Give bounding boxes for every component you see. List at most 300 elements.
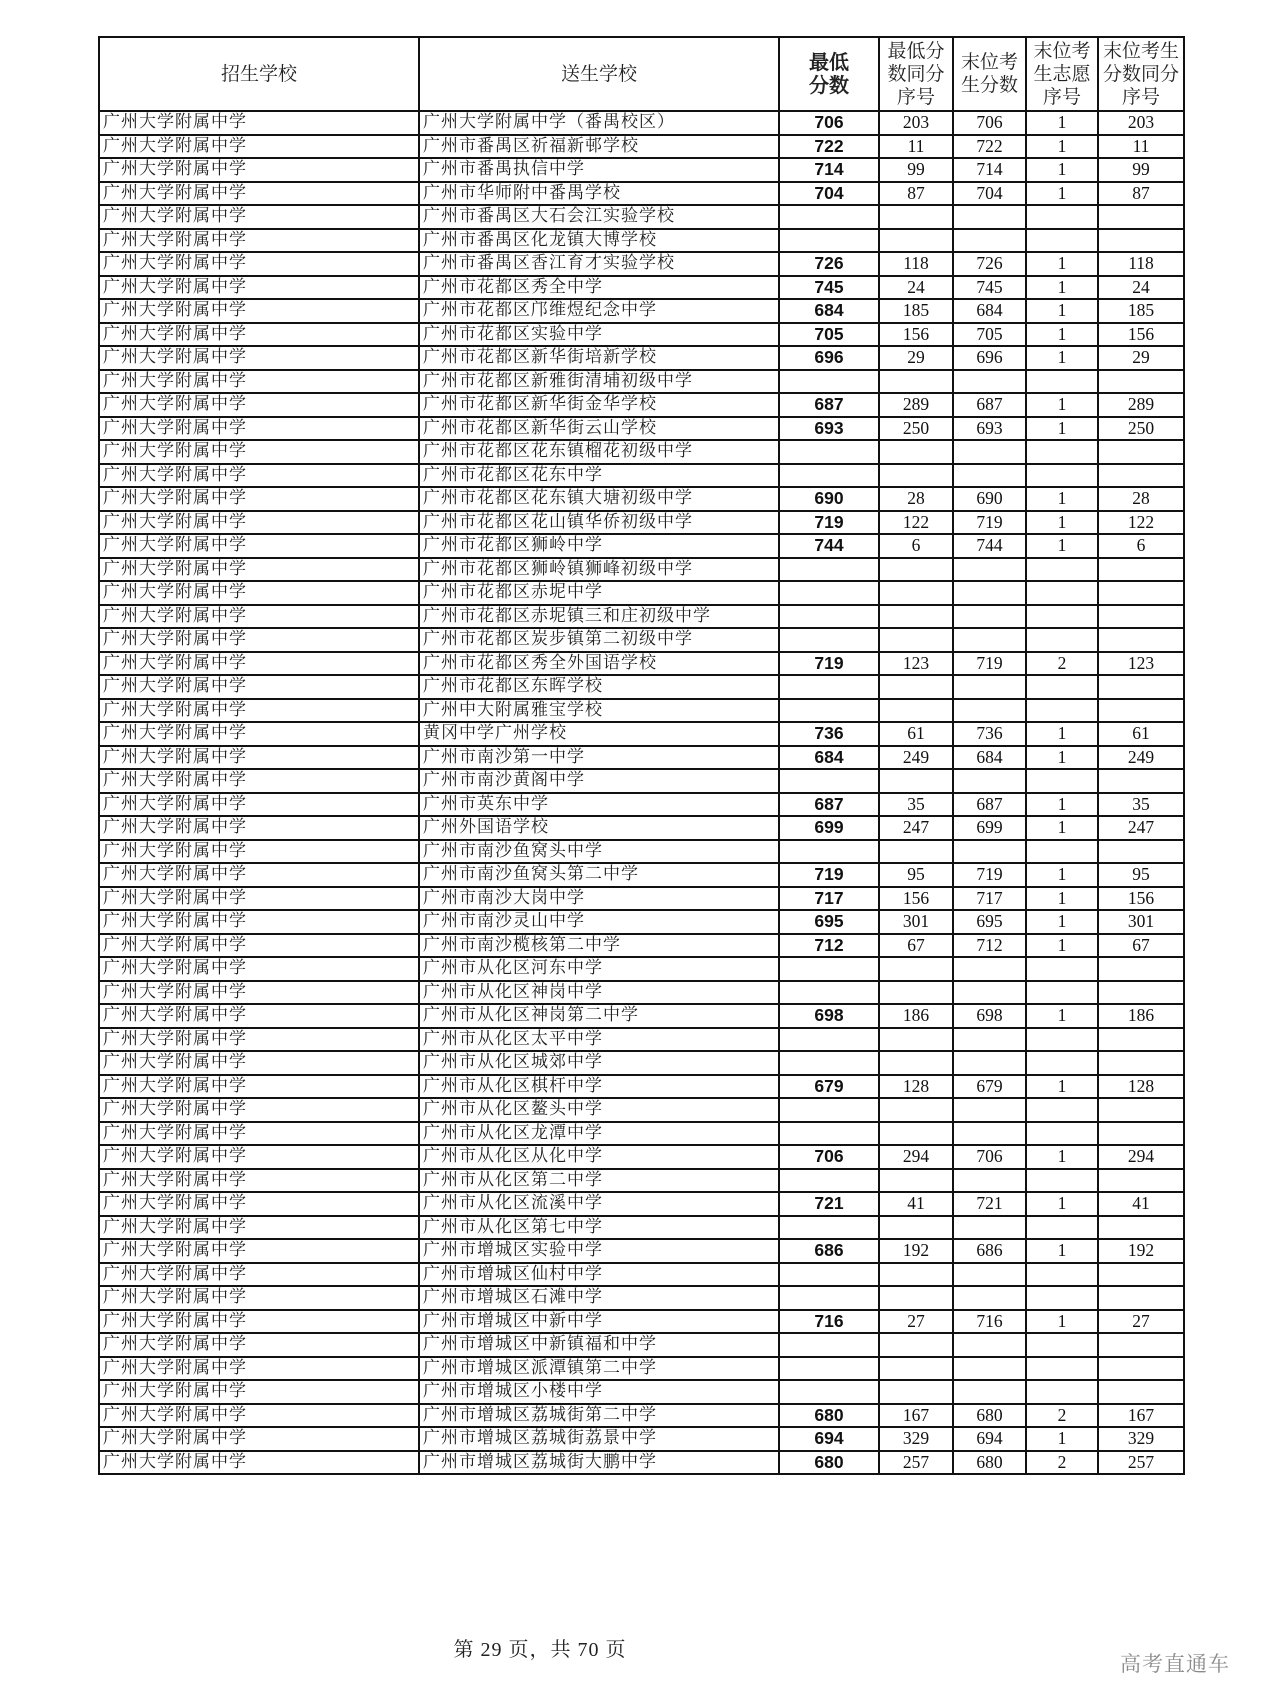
cell-last-score	[953, 1028, 1026, 1052]
header-line: 末位考生	[1102, 39, 1179, 62]
table-row	[99, 511, 1184, 535]
cell-last-score-rank: 294	[1098, 1145, 1184, 1169]
cell-min-score	[779, 440, 879, 464]
cell-sending-school: 广州市从化区城郊中学	[419, 1051, 779, 1075]
cell-last-score-rank	[1098, 370, 1184, 394]
cell-sending-school: 广州市从化区第二中学	[419, 1169, 779, 1193]
cell-sending-school: 广州市从化区棋杆中学	[419, 1075, 779, 1099]
cell-sending-school: 广州外国语学校	[419, 816, 779, 840]
cell-recruiting-school: 广州大学附属中学	[99, 1122, 419, 1146]
table-row	[99, 652, 1184, 676]
cell-last-score-rank: 95	[1098, 863, 1184, 887]
cell-min-score	[779, 840, 879, 864]
table-row	[99, 957, 1184, 981]
cell-min-score	[779, 1333, 879, 1357]
cell-sending-school: 广州市增城区派潭镇第二中学	[419, 1357, 779, 1381]
table-row	[99, 793, 1184, 817]
cell-min-score-rank	[879, 840, 953, 864]
cell-min-score: 686	[779, 1239, 879, 1263]
table-row	[99, 252, 1184, 276]
cell-min-score-rank: 156	[879, 887, 953, 911]
cell-sending-school: 广州市增城区荔城街大鹏中学	[419, 1451, 779, 1475]
cell-sending-school: 广州市花都区炭步镇第二初级中学	[419, 628, 779, 652]
header-line: 分数同分	[1102, 62, 1179, 85]
cell-last-choice-no	[1026, 205, 1098, 229]
cell-sending-school: 广州市南沙灵山中学	[419, 910, 779, 934]
cell-recruiting-school: 广州大学附属中学	[99, 1216, 419, 1240]
cell-min-score: 684	[779, 299, 879, 323]
header-col-min-score	[779, 37, 879, 111]
cell-last-score: 722	[953, 135, 1026, 159]
cell-last-score: 717	[953, 887, 1026, 911]
cell-last-score-rank: 167	[1098, 1404, 1184, 1428]
cell-last-score-rank	[1098, 229, 1184, 253]
cell-last-score-rank	[1098, 1357, 1184, 1381]
cell-sending-school: 广州市南沙黄阁中学	[419, 769, 779, 793]
cell-sending-school: 广州市番禺区香江育才实验学校	[419, 252, 779, 276]
cell-last-score-rank	[1098, 605, 1184, 629]
table-row	[99, 1051, 1184, 1075]
cell-last-score: 679	[953, 1075, 1026, 1099]
table-row	[99, 1427, 1184, 1451]
cell-min-score-rank	[879, 1286, 953, 1310]
cell-last-score	[953, 699, 1026, 723]
cell-min-score-rank	[879, 1333, 953, 1357]
cell-last-score-rank: 27	[1098, 1310, 1184, 1334]
table-body	[99, 111, 1184, 1474]
cell-last-score-rank	[1098, 1263, 1184, 1287]
table-row	[99, 746, 1184, 770]
table-row	[99, 1451, 1184, 1475]
cell-last-choice-no	[1026, 675, 1098, 699]
cell-recruiting-school: 广州大学附属中学	[99, 816, 419, 840]
cell-min-score-rank: 67	[879, 934, 953, 958]
cell-last-score-rank	[1098, 1051, 1184, 1075]
cell-last-score	[953, 1357, 1026, 1381]
cell-min-score: 679	[779, 1075, 879, 1099]
cell-last-choice-no: 1	[1026, 393, 1098, 417]
cell-min-score: 693	[779, 417, 879, 441]
table-row	[99, 135, 1184, 159]
header-line: 送生学校	[560, 62, 637, 85]
cell-last-score-rank: 192	[1098, 1239, 1184, 1263]
cell-last-choice-no	[1026, 605, 1098, 629]
table-row	[99, 910, 1184, 934]
cell-min-score: 722	[779, 135, 879, 159]
cell-last-score	[953, 840, 1026, 864]
cell-last-score: 696	[953, 346, 1026, 370]
cell-sending-school: 广州市南沙鱼窝头第二中学	[419, 863, 779, 887]
cell-last-choice-no	[1026, 1216, 1098, 1240]
cell-last-score-rank: 250	[1098, 417, 1184, 441]
cell-last-choice-no: 1	[1026, 1145, 1098, 1169]
table-row	[99, 1239, 1184, 1263]
table-row	[99, 1263, 1184, 1287]
cell-min-score	[779, 699, 879, 723]
cell-recruiting-school: 广州大学附属中学	[99, 1333, 419, 1357]
cell-sending-school: 广州市花都区新雅街清埔初级中学	[419, 370, 779, 394]
cell-min-score-rank	[879, 1216, 953, 1240]
cell-min-score-rank: 29	[879, 346, 953, 370]
cell-last-choice-no: 1	[1026, 346, 1098, 370]
cell-min-score	[779, 370, 879, 394]
cell-last-choice-no	[1026, 1380, 1098, 1404]
cell-last-choice-no: 1	[1026, 1427, 1098, 1451]
cell-min-score: 680	[779, 1451, 879, 1475]
cell-min-score-rank: 329	[879, 1427, 953, 1451]
cell-sending-school: 广州市番禺执信中学	[419, 158, 779, 182]
cell-min-score: 745	[779, 276, 879, 300]
cell-min-score-rank: 294	[879, 1145, 953, 1169]
header-line: 分数	[809, 73, 849, 97]
cell-min-score	[779, 1051, 879, 1075]
cell-recruiting-school: 广州大学附属中学	[99, 863, 419, 887]
table-row	[99, 1380, 1184, 1404]
cell-last-choice-no: 1	[1026, 111, 1098, 135]
cell-min-score-rank: 122	[879, 511, 953, 535]
cell-sending-school: 广州市花都区邝维煜纪念中学	[419, 299, 779, 323]
cell-recruiting-school: 广州大学附属中学	[99, 135, 419, 159]
cell-last-score-rank: 29	[1098, 346, 1184, 370]
cell-last-score-rank: 257	[1098, 1451, 1184, 1475]
cell-min-score-rank: 27	[879, 1310, 953, 1334]
header-line: 生分数	[960, 74, 1018, 96]
cell-min-score: 721	[779, 1192, 879, 1216]
cell-min-score-rank	[879, 558, 953, 582]
cell-recruiting-school: 广州大学附属中学	[99, 440, 419, 464]
table-row	[99, 346, 1184, 370]
cell-last-score-rank: 203	[1098, 111, 1184, 135]
cell-recruiting-school: 广州大学附属中学	[99, 1357, 419, 1381]
cell-last-score-rank	[1098, 675, 1184, 699]
cell-sending-school: 广州市花都区狮岭镇狮峰初级中学	[419, 558, 779, 582]
table-row	[99, 863, 1184, 887]
cell-recruiting-school: 广州大学附属中学	[99, 1286, 419, 1310]
cell-sending-school: 广州市增城区仙村中学	[419, 1263, 779, 1287]
cell-last-choice-no: 1	[1026, 299, 1098, 323]
cell-min-score	[779, 558, 879, 582]
header-line: 生志愿	[1033, 62, 1091, 85]
cell-min-score-rank: 186	[879, 1004, 953, 1028]
cell-last-score	[953, 675, 1026, 699]
cell-sending-school: 广州市华师附中番禺学校	[419, 182, 779, 206]
cell-sending-school: 广州市花都区狮岭中学	[419, 534, 779, 558]
cell-min-score-rank: 301	[879, 910, 953, 934]
table-row	[99, 699, 1184, 723]
table-row	[99, 323, 1184, 347]
cell-min-score: 696	[779, 346, 879, 370]
cell-sending-school: 广州市花都区实验中学	[419, 323, 779, 347]
cell-min-score	[779, 1169, 879, 1193]
header-col-min-score-rank	[879, 37, 953, 111]
cell-min-score: 698	[779, 1004, 879, 1028]
cell-last-score-rank	[1098, 1380, 1184, 1404]
cell-sending-school: 广州市花都区赤坭中学	[419, 581, 779, 605]
cell-last-score-rank	[1098, 205, 1184, 229]
table-row	[99, 934, 1184, 958]
cell-sending-school: 广州市从化区第七中学	[419, 1216, 779, 1240]
table-row	[99, 464, 1184, 488]
cell-recruiting-school: 广州大学附属中学	[99, 910, 419, 934]
cell-last-score-rank: 118	[1098, 252, 1184, 276]
table-row	[99, 111, 1184, 135]
cell-last-score-rank: 61	[1098, 722, 1184, 746]
cell-last-score-rank: 329	[1098, 1427, 1184, 1451]
cell-recruiting-school: 广州大学附属中学	[99, 1404, 419, 1428]
cell-min-score: 706	[779, 1145, 879, 1169]
cell-last-score-rank: 67	[1098, 934, 1184, 958]
cell-last-choice-no: 1	[1026, 1075, 1098, 1099]
cell-min-score-rank: 249	[879, 746, 953, 770]
cell-min-score-rank: 24	[879, 276, 953, 300]
cell-min-score-rank: 6	[879, 534, 953, 558]
cell-last-choice-no	[1026, 1263, 1098, 1287]
cell-last-score: 706	[953, 111, 1026, 135]
cell-last-score: 686	[953, 1239, 1026, 1263]
cell-last-choice-no: 1	[1026, 182, 1098, 206]
header-line: 序号	[896, 85, 935, 108]
cell-last-choice-no: 2	[1026, 652, 1098, 676]
cell-last-score: 680	[953, 1404, 1026, 1428]
cell-last-score-rank: 301	[1098, 910, 1184, 934]
cell-last-choice-no: 1	[1026, 910, 1098, 934]
cell-last-score: 719	[953, 652, 1026, 676]
cell-recruiting-school: 广州大学附属中学	[99, 464, 419, 488]
cell-min-score-rank: 257	[879, 1451, 953, 1475]
cell-min-score-rank: 28	[879, 487, 953, 511]
cell-min-score-rank: 118	[879, 252, 953, 276]
table-row	[99, 581, 1184, 605]
table-row	[99, 1169, 1184, 1193]
cell-last-score-rank	[1098, 558, 1184, 582]
cell-last-score	[953, 1380, 1026, 1404]
cell-recruiting-school: 广州大学附属中学	[99, 1145, 419, 1169]
cell-recruiting-school: 广州大学附属中学	[99, 205, 419, 229]
cell-recruiting-school: 广州大学附属中学	[99, 276, 419, 300]
cell-min-score: 717	[779, 887, 879, 911]
cell-sending-school: 广州市从化区龙潭中学	[419, 1122, 779, 1146]
table-row	[99, 417, 1184, 441]
cell-recruiting-school: 广州大学附属中学	[99, 1169, 419, 1193]
cell-recruiting-school: 广州大学附属中学	[99, 1192, 419, 1216]
cell-last-score	[953, 769, 1026, 793]
header-line: 数同分	[887, 62, 945, 85]
cell-last-score-rank: 186	[1098, 1004, 1184, 1028]
header-col-recruiting-school	[99, 37, 419, 111]
cell-recruiting-school: 广州大学附属中学	[99, 1263, 419, 1287]
cell-min-score: 705	[779, 323, 879, 347]
cell-min-score	[779, 628, 879, 652]
cell-last-score-rank	[1098, 699, 1184, 723]
cell-recruiting-school: 广州大学附属中学	[99, 558, 419, 582]
cell-min-score-rank	[879, 370, 953, 394]
cell-sending-school: 广州市增城区中新镇福和中学	[419, 1333, 779, 1357]
cell-last-score-rank: 123	[1098, 652, 1184, 676]
table-row	[99, 722, 1184, 746]
cell-last-choice-no: 1	[1026, 511, 1098, 535]
cell-recruiting-school: 广州大学附属中学	[99, 1028, 419, 1052]
cell-sending-school: 广州市从化区神岗第二中学	[419, 1004, 779, 1028]
cell-last-score	[953, 205, 1026, 229]
cell-last-score: 721	[953, 1192, 1026, 1216]
cell-min-score-rank	[879, 205, 953, 229]
cell-sending-school: 广州市花都区花东镇榴花初级中学	[419, 440, 779, 464]
cell-last-score	[953, 464, 1026, 488]
cell-last-score-rank: 11	[1098, 135, 1184, 159]
header-col-last-score	[953, 37, 1026, 111]
cell-last-choice-no	[1026, 981, 1098, 1005]
cell-min-score-rank	[879, 1098, 953, 1122]
cell-last-score	[953, 628, 1026, 652]
table-row	[99, 1357, 1184, 1381]
cell-last-choice-no	[1026, 1357, 1098, 1381]
cell-sending-school: 广州市增城区实验中学	[419, 1239, 779, 1263]
cell-last-score: 706	[953, 1145, 1026, 1169]
cell-recruiting-school: 广州大学附属中学	[99, 934, 419, 958]
cell-min-score: 716	[779, 1310, 879, 1334]
table-row	[99, 229, 1184, 253]
table-row	[99, 1310, 1184, 1334]
cell-sending-school: 广州大学附属中学（番禺校区）	[419, 111, 779, 135]
cell-min-score	[779, 1098, 879, 1122]
cell-min-score	[779, 769, 879, 793]
cell-sending-school: 广州市从化区鳌头中学	[419, 1098, 779, 1122]
cell-recruiting-school: 广州大学附属中学	[99, 182, 419, 206]
cell-recruiting-school: 广州大学附属中学	[99, 1310, 419, 1334]
cell-sending-school: 广州市增城区小楼中学	[419, 1380, 779, 1404]
cell-last-choice-no: 1	[1026, 1004, 1098, 1028]
cell-sending-school: 广州市番禺区大石会江实验学校	[419, 205, 779, 229]
cell-min-score-rank: 156	[879, 323, 953, 347]
cell-min-score: 719	[779, 652, 879, 676]
cell-min-score-rank	[879, 229, 953, 253]
cell-sending-school: 广州市花都区赤坭镇三和庄初级中学	[419, 605, 779, 629]
cell-last-score-rank	[1098, 840, 1184, 864]
cell-sending-school: 广州市花都区秀全外国语学校	[419, 652, 779, 676]
cell-min-score-rank: 41	[879, 1192, 953, 1216]
cell-recruiting-school: 广州大学附属中学	[99, 887, 419, 911]
header-col-last-score-rank	[1098, 37, 1184, 111]
header-line: 末位考	[1033, 39, 1091, 62]
cell-last-score: 712	[953, 934, 1026, 958]
cell-last-choice-no	[1026, 581, 1098, 605]
cell-min-score-rank	[879, 1169, 953, 1193]
cell-last-choice-no	[1026, 1098, 1098, 1122]
cell-min-score	[779, 1216, 879, 1240]
table-row	[99, 1122, 1184, 1146]
cell-min-score-rank: 11	[879, 135, 953, 159]
cell-last-score-rank	[1098, 1169, 1184, 1193]
cell-min-score: 694	[779, 1427, 879, 1451]
cell-sending-school: 广州市番禺区祈福新邨学校	[419, 135, 779, 159]
table-row	[99, 393, 1184, 417]
cell-min-score	[779, 1380, 879, 1404]
table-header	[99, 37, 1184, 111]
cell-last-score	[953, 1098, 1026, 1122]
cell-recruiting-school: 广州大学附属中学	[99, 252, 419, 276]
cell-last-choice-no	[1026, 769, 1098, 793]
cell-sending-school: 黄冈中学广州学校	[419, 722, 779, 746]
cell-last-choice-no	[1026, 1051, 1098, 1075]
cell-min-score	[779, 1028, 879, 1052]
cell-min-score-rank: 128	[879, 1075, 953, 1099]
cell-last-score-rank	[1098, 440, 1184, 464]
cell-min-score-rank: 289	[879, 393, 953, 417]
cell-last-score: 698	[953, 1004, 1026, 1028]
cell-last-score	[953, 370, 1026, 394]
cell-last-choice-no: 1	[1026, 534, 1098, 558]
cell-last-score: 680	[953, 1451, 1026, 1475]
cell-last-choice-no	[1026, 1333, 1098, 1357]
cell-last-choice-no: 1	[1026, 158, 1098, 182]
cell-sending-school: 广州市花都区东晖学校	[419, 675, 779, 699]
cell-last-score	[953, 605, 1026, 629]
cell-min-score: 687	[779, 393, 879, 417]
cell-last-score-rank	[1098, 1286, 1184, 1310]
cell-min-score-rank	[879, 675, 953, 699]
cell-last-choice-no: 2	[1026, 1404, 1098, 1428]
cell-last-score	[953, 581, 1026, 605]
cell-min-score-rank	[879, 440, 953, 464]
cell-last-choice-no: 1	[1026, 793, 1098, 817]
table-row	[99, 816, 1184, 840]
header-row	[99, 37, 1184, 111]
cell-last-score	[953, 1051, 1026, 1075]
cell-last-choice-no: 1	[1026, 863, 1098, 887]
cell-last-score-rank	[1098, 1216, 1184, 1240]
table-row	[99, 487, 1184, 511]
header-col-sending-school	[419, 37, 779, 111]
cell-recruiting-school: 广州大学附属中学	[99, 840, 419, 864]
cell-last-score-rank	[1098, 769, 1184, 793]
cell-min-score-rank: 185	[879, 299, 953, 323]
cell-last-score: 716	[953, 1310, 1026, 1334]
cell-last-choice-no: 1	[1026, 816, 1098, 840]
cell-last-score-rank: 41	[1098, 1192, 1184, 1216]
table-row	[99, 1286, 1184, 1310]
cell-min-score	[779, 981, 879, 1005]
cell-last-choice-no: 1	[1026, 934, 1098, 958]
table-row	[99, 628, 1184, 652]
cell-sending-school: 广州市番禺区化龙镇大博学校	[419, 229, 779, 253]
cell-last-choice-no	[1026, 1169, 1098, 1193]
cell-last-choice-no	[1026, 1028, 1098, 1052]
cell-min-score	[779, 229, 879, 253]
cell-last-score-rank	[1098, 1122, 1184, 1146]
cell-last-score	[953, 1263, 1026, 1287]
table-row	[99, 534, 1184, 558]
cell-recruiting-school: 广州大学附属中学	[99, 393, 419, 417]
cell-min-score-rank: 99	[879, 158, 953, 182]
cell-min-score: 706	[779, 111, 879, 135]
cell-min-score	[779, 1263, 879, 1287]
cell-last-choice-no	[1026, 1122, 1098, 1146]
table-row	[99, 276, 1184, 300]
cell-last-score-rank: 128	[1098, 1075, 1184, 1099]
cell-min-score-rank	[879, 1051, 953, 1075]
cell-min-score: 726	[779, 252, 879, 276]
cell-sending-school: 广州市花都区秀全中学	[419, 276, 779, 300]
table-row	[99, 675, 1184, 699]
cell-recruiting-school: 广州大学附属中学	[99, 346, 419, 370]
cell-last-score-rank: 122	[1098, 511, 1184, 535]
cell-recruiting-school: 广州大学附属中学	[99, 158, 419, 182]
cell-last-choice-no	[1026, 840, 1098, 864]
cell-last-choice-no: 1	[1026, 1192, 1098, 1216]
cell-last-choice-no	[1026, 628, 1098, 652]
cell-last-choice-no: 1	[1026, 1310, 1098, 1334]
cell-sending-school: 广州市从化区从化中学	[419, 1145, 779, 1169]
